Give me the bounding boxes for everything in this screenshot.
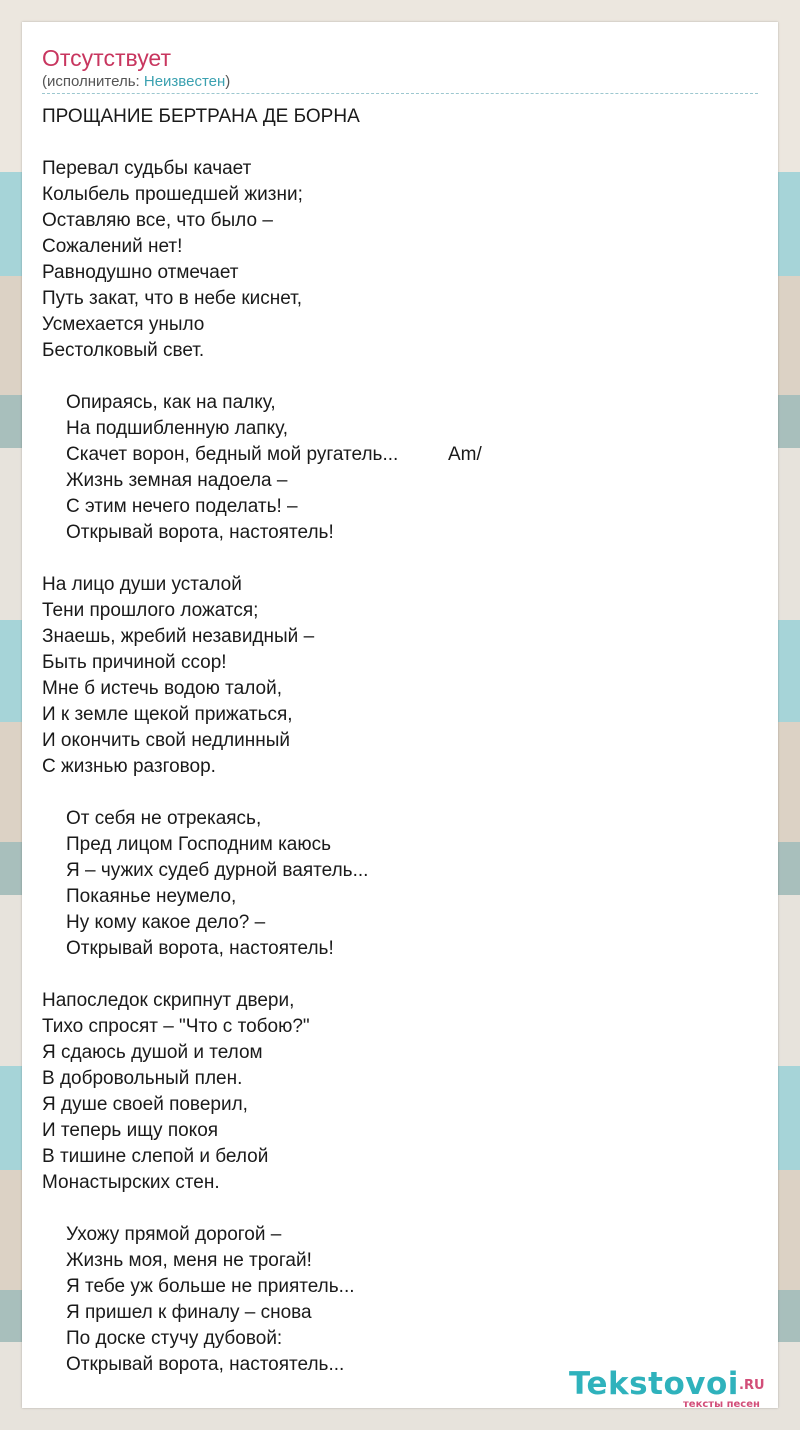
logo-tld: .RU [739,1378,765,1393]
lyric-line-text: Оставляю все, что было – [42,210,273,231]
lyric-line [42,390,758,416]
lyric-line [42,702,758,728]
lyric-line-text: Колыбель прошедшей жизни; [42,184,303,205]
site-logo[interactable] [569,1366,779,1412]
lyric-line [42,312,758,338]
lyric-line [42,1066,758,1092]
stanza-break [42,780,758,806]
stanza-break [42,130,758,156]
lyric-line [42,598,758,624]
lyric-line-text: Я сдаюсь душой и телом [42,1042,263,1063]
lyric-line-text: По доске стучу дубовой: [66,1328,283,1349]
lyric-line [42,624,758,650]
lyric-line-text: Напоследок скрипнут двери, [42,990,295,1011]
lyric-line [42,286,758,312]
artist-prefix: (исполнитель: [42,73,144,90]
lyric-line-text: Жизнь земная надоела – [66,470,288,491]
lyric-line [42,988,758,1014]
lyric-line [42,1040,758,1066]
lyric-line [42,338,758,364]
artist-suffix: ) [225,73,231,90]
logo-subtitle: тексты песен [683,1399,760,1410]
lyric-line [42,754,758,780]
lyric-line-text: В тишине слепой и белой [42,1146,269,1167]
lyric-line-text: С жизнью разговор. [42,756,216,777]
lyric-line-text: Равнодушно отмечает [42,262,239,283]
lyric-line-text: Открывай ворота, настоятель! [66,522,334,543]
lyric-line-text: С этим нечего поделать! – [66,496,298,517]
lyric-line [42,1014,758,1040]
lyrics-text [42,104,758,1378]
lyric-line [42,260,758,286]
lyric-line [42,1326,758,1352]
song-title: ПРОЩАНИЕ БЕРТРАНА ДЕ БОРНА [42,106,360,127]
lyric-line [42,156,758,182]
lyric-line-text: Путь закат, что в небе киснет, [42,288,303,309]
lyric-line-text: Мне б истечь водою талой, [42,678,282,699]
artist-link[interactable]: Неизвестен [143,73,226,90]
lyric-line-text: Тени прошлого ложатся; [42,600,259,621]
lyric-line [42,1092,758,1118]
lyric-line-text: От себя не отрекаясь, [66,808,262,829]
lyric-line-text: Открывай ворота, настоятель! [66,938,334,959]
lyric-line-text: Монастырских стен. [42,1172,220,1193]
lyric-line-text: Открывай ворота, настоятель... [66,1354,345,1375]
lyric-line [42,858,758,884]
lyric-line [42,910,758,936]
lyric-line-text: На лицо души усталой [42,574,242,595]
lyric-line-text: Знаешь, жребий незавидный – [42,626,315,647]
lyric-line [42,208,758,234]
lyric-line [42,442,758,468]
lyric-line [42,806,758,832]
lyric-line [42,494,758,520]
lyric-line [42,728,758,754]
stanza-break [42,364,758,390]
lyric-line [42,520,758,546]
lyric-line [42,416,758,442]
page-title[interactable]: Отсутствует [42,45,171,71]
lyric-line [42,468,758,494]
lyric-line-text: Усмехается уныло [42,314,205,335]
lyric-line-text: Пред лицом Господним каюсь [66,834,332,855]
lyric-line [42,650,758,676]
lyric-line-text: И теперь ищу покоя [42,1120,219,1141]
lyric-line [42,1248,758,1274]
lyric-line-text: В добровольный плен. [42,1068,243,1089]
lyric-line [42,1274,758,1300]
lyric-line-text: И окончить свой недлинный [42,730,291,751]
lyric-line-text: Сожалений нет! [42,236,183,257]
lyric-line [42,676,758,702]
lyrics-card [22,22,778,1408]
lyric-line [42,936,758,962]
lyric-line-text: Я тебе уж больше не приятель... [66,1276,355,1297]
header-divider [42,93,758,94]
lyric-line [42,884,758,910]
lyric-line [42,1300,758,1326]
stanza-break [42,546,758,572]
stanza-break [42,1196,758,1222]
chord-label: Am/ [448,444,482,465]
lyric-line-text: Скачет ворон, бедный мой ругатель... [66,444,399,465]
lyric-line-text: Опираясь, как на палку, [66,392,276,413]
lyric-line-text: Ну кому какое дело? – [66,912,266,933]
lyric-lines [42,130,758,1378]
lyric-line [42,1144,758,1170]
lyric-line-text: Быть причиной ссор! [42,652,227,673]
lyric-line-text: Ухожу прямой дорогой – [66,1224,282,1245]
lyric-line [42,1118,758,1144]
artist-line [42,73,230,91]
lyric-line [42,182,758,208]
lyric-line-text: Жизнь моя, меня не трогай! [66,1250,312,1271]
lyric-line [42,234,758,260]
lyric-line-text: Покаянье неумело, [66,886,237,907]
lyric-line-text: Бестолковый свет. [42,340,205,361]
lyric-line-text: Я пришел к финалу – снова [66,1302,312,1323]
lyric-line-text: На подшибленную лапку, [66,418,288,439]
lyric-line-text: И к земле щекой прижаться, [42,704,293,725]
lyric-line-text: Тихо спросят – "Что с тобою?" [42,1016,310,1037]
lyric-line [42,1170,758,1196]
lyric-line [42,572,758,598]
logo-wordmark: Tekstovoi [569,1366,739,1402]
stanza-break [42,962,758,988]
lyric-line [42,832,758,858]
lyric-line-text: Я душе своей поверил, [42,1094,248,1115]
lyric-line-text: Я – чужих судеб дурной ваятель... [66,860,369,881]
lyric-line-text: Перевал судьбы качает [42,158,252,179]
lyric-line [42,1222,758,1248]
